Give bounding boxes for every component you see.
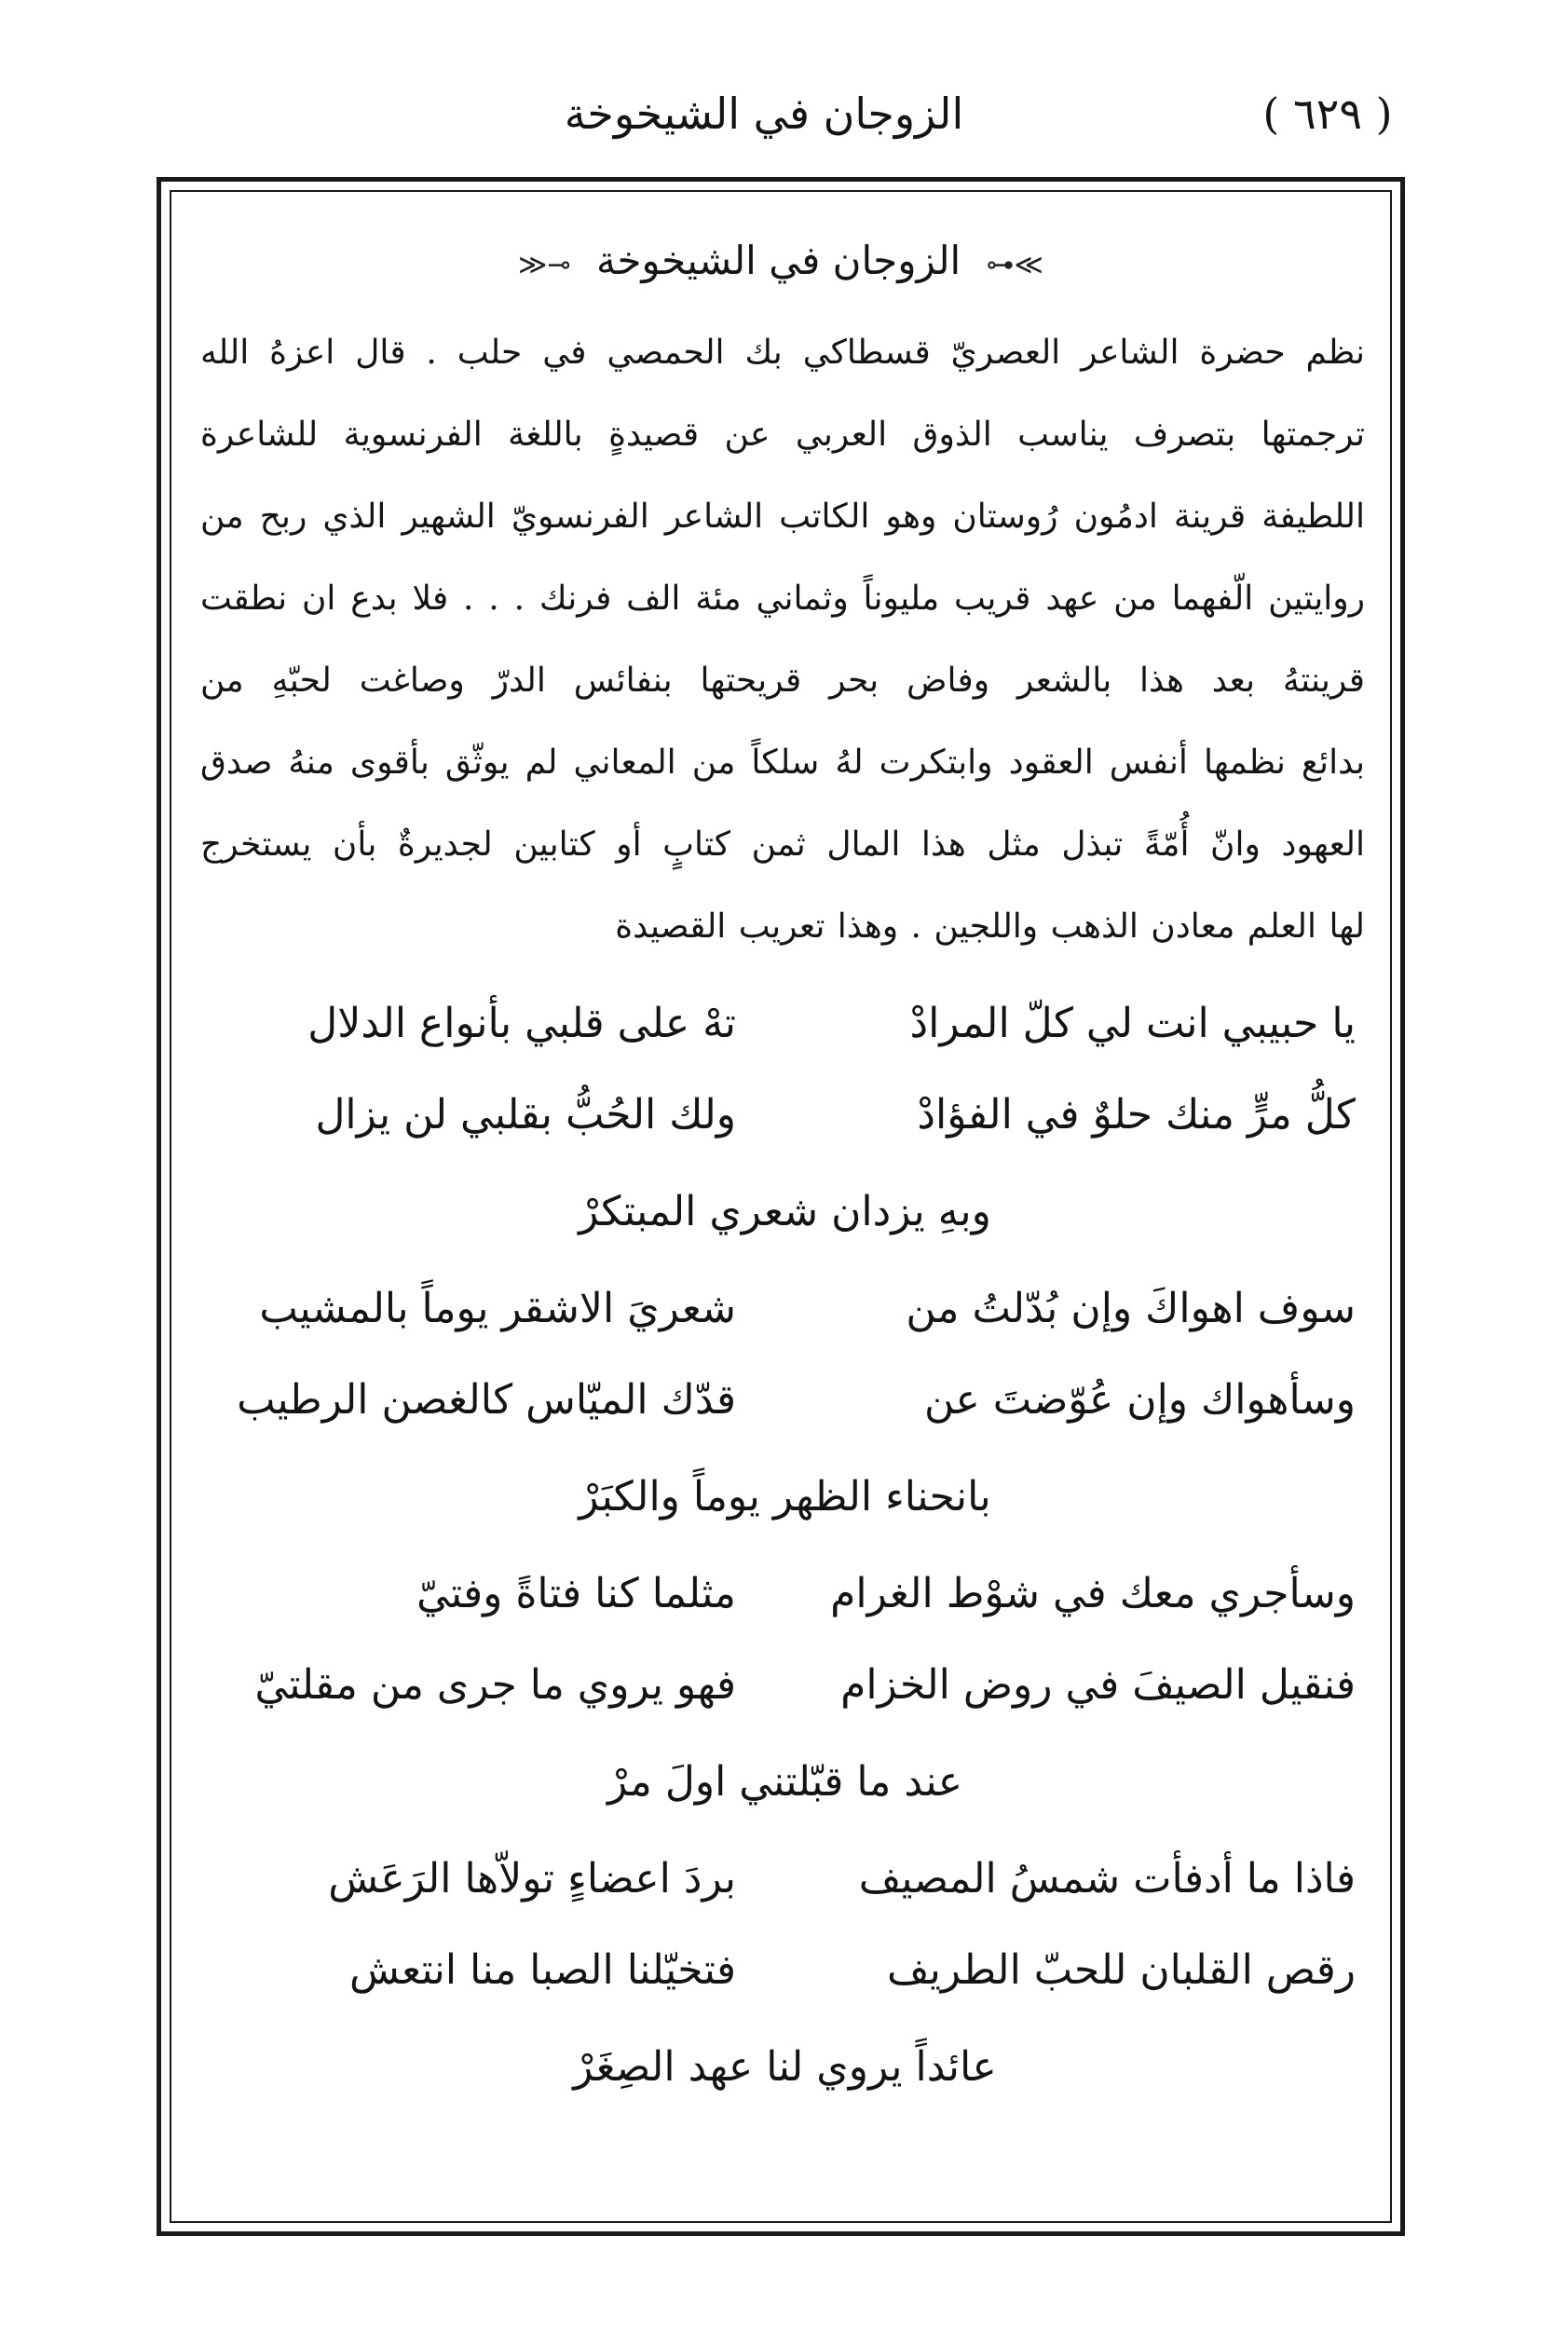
hemistich-first: وسأهواك وإن عُوّضتَ عن bbox=[924, 1376, 1356, 1424]
page-number: ( ٦٢٩ ) bbox=[1262, 89, 1393, 139]
verse bbox=[214, 978, 1356, 1070]
hemistich-first: كلُّ مرٍّ منك حلوٌ في الفؤادْ bbox=[917, 1091, 1356, 1139]
verse bbox=[214, 1070, 1356, 1161]
hemistich-first: وسأجري معك في شوْط الغرام bbox=[830, 1570, 1356, 1617]
intro-paragraph bbox=[200, 312, 1365, 968]
hemistich-second: مثلما كنا فتاةً وفتيّ bbox=[416, 1570, 736, 1617]
stanza bbox=[214, 1834, 1356, 2119]
intro-line: بدائع نظمها أنفس العقود وابتكرت لهُ سلكاً من المعاني لم يوثّق بأقوى منهُ صدق bbox=[200, 743, 1365, 782]
hemistich-second: بردَ اعضاءٍ تولاّها الرَعَش bbox=[328, 1855, 736, 1902]
intro-line: روايتين الّفهما من عهد قريب مليوناً وثماني مئة الف فرنك . . . فلا بدع ان نطقت bbox=[200, 580, 1365, 618]
verse bbox=[214, 1355, 1356, 1446]
intro-line: لها العلم معادن الذهب واللجين . وهذا تعريب القصيدة bbox=[615, 907, 1365, 946]
intro-line: نظم حضرة الشاعر العصريّ قسطاكي بك الحمصي في حلب . قال اعزهُ الله bbox=[200, 334, 1365, 372]
hemistich-first: فاذا ما أدفأت شمسُ المصيف bbox=[858, 1855, 1356, 1902]
verse bbox=[214, 1263, 1356, 1355]
intro-line: اللطيفة قرينة ادمُون رُوستان وهو الكاتب الشاعر الفرنسويّ الشهير الذي ربح من bbox=[200, 498, 1365, 536]
section-title: الزوجان في الشيخوخة bbox=[595, 238, 961, 283]
running-title: الزوجان في الشيخوخة bbox=[564, 89, 964, 139]
ornament-left: ⊸≪ bbox=[518, 249, 571, 281]
intro-line: قرينتهُ بعد هذا بالشعر وفاض بحر قريحتها بنفائس الدرّ وصاغت لحبّهِ من bbox=[200, 661, 1365, 700]
hemistich-first: فنقيل الصيفَ في روض الخزام bbox=[840, 1661, 1356, 1709]
hemistich-second: تهْ على قلبي بأنواع الدلال bbox=[307, 1000, 736, 1047]
verse bbox=[214, 1640, 1356, 1731]
intro-line: العهود وانّ أُمّةً تبذل مثل هذا المال ثمن كتابٍ أو كتابين لجديرةٌ بأن يستخرج bbox=[200, 825, 1365, 864]
hemistich-second: ولك الحُبُّ بقلبي لن يزال bbox=[315, 1091, 736, 1139]
refrain: بانحناء الظهر يوماً والكبَرْ bbox=[579, 1473, 991, 1521]
refrain: عند ما قبّلتني اولَ مرْ bbox=[607, 1758, 962, 1806]
hemistich-first: رقص القلبان للحبّ الطريف bbox=[887, 1946, 1356, 1994]
stanza bbox=[214, 1263, 1356, 1548]
hemistich-first: يا حبيبي انت لي كلّ المرادْ bbox=[909, 1000, 1356, 1047]
hemistich-first: سوف اهواكَ وإن بُدّلتُ من bbox=[906, 1285, 1356, 1332]
stanza bbox=[214, 1548, 1356, 1834]
hemistich-second: فتخيّلنا الصبا منا انتعش bbox=[349, 1946, 736, 1994]
verse bbox=[214, 1548, 1356, 1640]
intro-line: ترجمتها بتصرف يناسب الذوق العربي عن قصيدةٍ باللغة الفرنسوية للشاعرة bbox=[200, 416, 1365, 454]
refrain: عائداً يروي لنا عهد الصِغَرْ bbox=[573, 2043, 997, 2091]
verse bbox=[214, 1834, 1356, 1925]
hemistich-second: قدّك الميّاس كالغصن الرطيب bbox=[237, 1376, 736, 1424]
hemistich-second: فهو يروي ما جرى من مقلتيّ bbox=[254, 1661, 736, 1709]
stanza bbox=[214, 978, 1356, 1263]
refrain: وبهِ يزدان شعري المبتكرْ bbox=[579, 1188, 991, 1235]
poem bbox=[214, 978, 1356, 2119]
ornament-right: ≫⊷ bbox=[986, 249, 1043, 281]
hemistich-second: شعريَ الاشقر يوماً بالمشيب bbox=[259, 1285, 736, 1332]
verse bbox=[214, 1925, 1356, 2016]
section-title-row bbox=[170, 238, 1392, 283]
